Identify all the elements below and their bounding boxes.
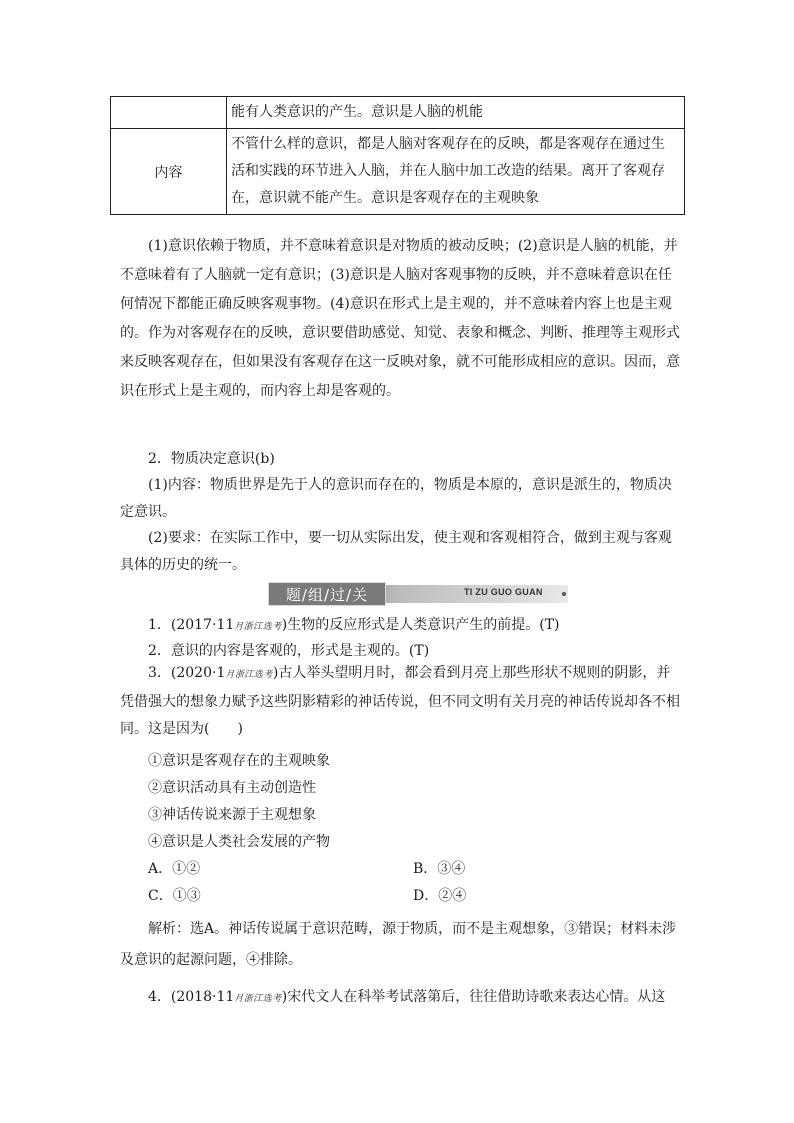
banner-title: 题/组/过/关: [268, 582, 386, 606]
table-cell: 不管什么样的意识，都是人脑对客观存在的反映，都是客观存在通过生活和实践的环节进入人脑，并在人脑中加工改造的结果。离开了客观存在，意识就不能产生。意识是客观存在的主观映象: [227, 129, 685, 215]
question-1: [148, 614, 708, 634]
section-item: (2)要求：在实际工作中，要一切从实际出发，使主观和客观相符合，做到主观与客观具体的历史的统一。: [120, 530, 672, 573]
banner-subtitle: TI ZU GUO GUAN: [464, 587, 543, 597]
question-source: 月浙江选考: [234, 994, 282, 1004]
option-d: D．②④: [413, 888, 467, 904]
table-cell: 能有人类意识的产生。意识是人脑的机能: [227, 97, 685, 129]
question-body: )宋代文人在科举考试落第后，往往借助诗歌来表达心情。从这: [281, 989, 666, 1005]
note-paragraph: (1)意识依赖于物质，并不意味着意识是对物质的被动反映；(2)意识是人脑的机能，并不意味着有了人脑就一定有意识；(3)意识是人脑对客观事物的反映，并不意味着意识在任何情况下都能正确反映客观事物。(4)意识在形式上是主观的，并不意味着内容上也是主观的。作为对客观存在的反映，意识要借助感觉、知觉、表象和概念、判断、推理等主观形式来反映客观存在，但如果没有客观存在这一反映对象，就不可能形成相应的意识。因而，意识在形式上是主观的，而内容上却是客观的。: [120, 238, 680, 399]
concept-table: [110, 96, 685, 215]
option-c: C．①③: [148, 888, 201, 904]
question-3-stem: [120, 660, 680, 743]
table-row-label: 内容: [111, 129, 227, 215]
question-2: 2．意识的内容是客观的，形式是主观的。(T): [148, 643, 430, 659]
option-a: A．①②: [148, 861, 201, 877]
question-4: [148, 986, 708, 1006]
question-prefix: 1．(2017·11: [148, 617, 235, 633]
option-b: B．③④: [413, 861, 466, 877]
statement-4: ④意识是人类社会发展的产物: [148, 834, 330, 850]
table-row: [111, 97, 685, 129]
statement-2: ②意识活动具有主动创造性: [148, 780, 316, 796]
table-row: [111, 129, 685, 215]
question-source: 月浙江选考: [225, 670, 273, 680]
bullet-icon: [562, 592, 566, 596]
analysis-paragraph: 解析：选A。神话传说属于意识范畴，源于物质，而不是主观想象，③错误；材料未涉及意识的起源问题，④排除。: [120, 921, 677, 968]
question-prefix: 4．(2018·11: [148, 989, 235, 1005]
question-source: 月浙江选考: [234, 622, 282, 632]
question-body: )古人举头望明月时，都会看到月亮上那些形状不规则的阴影，并凭借强大的想象力赋予这些阴影精彩的神话传说，但不同文明有关月亮的神话传说却各不相同。这是因为( ): [120, 665, 680, 737]
question-body: )生物的反应形式是人类意识产生的前提。(T): [281, 617, 560, 633]
statement-3: ③神话传说来源于主观想象: [148, 807, 316, 823]
table-row-label: [111, 97, 227, 129]
section-heading: 2．物质决定意识(b): [148, 451, 275, 467]
section-item: (1)内容：物质世界是先于人的意识而存在的，物质是本原的，意识是派生的，物质决定意识。: [120, 477, 672, 520]
question-prefix: 3．(2020·1: [148, 665, 226, 681]
statement-1: ①意识是客观存在的主观映象: [148, 753, 330, 769]
exercise-banner: [268, 582, 568, 606]
